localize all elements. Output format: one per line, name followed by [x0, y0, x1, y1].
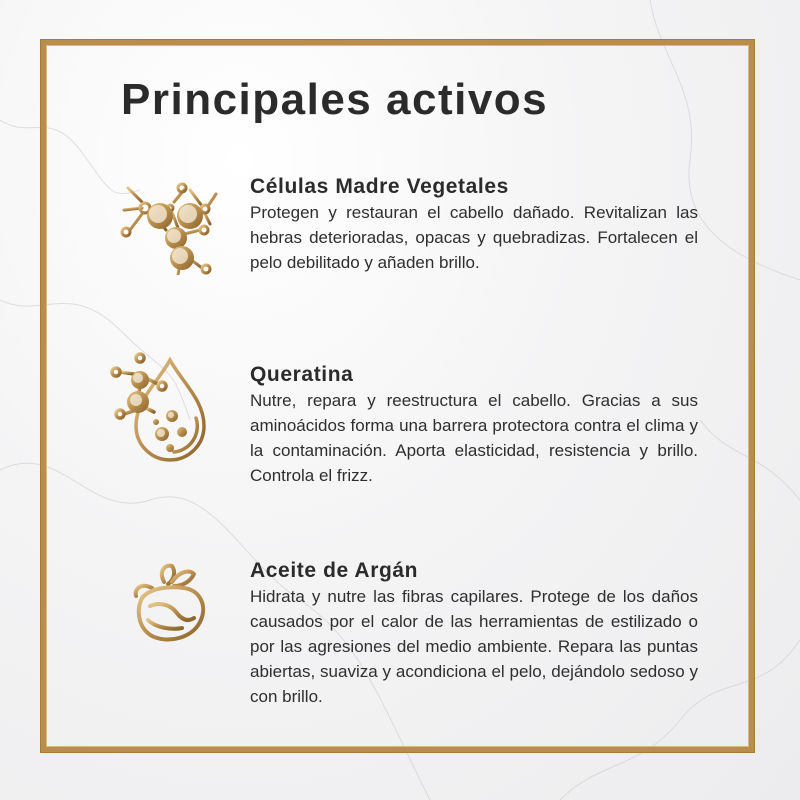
section-celulas-madre: [250, 174, 698, 275]
molecule-icon: [118, 180, 222, 275]
section-body: Hidrata y nutre las fibras capilares. Protege de los daños causados por el calor de las herramientas de estilizado o por las agresiones del medio ambiente. Repara las puntas abiertas, suaviza y acondiciona el pelo, dejándolo sedoso y con brillo.: [250, 587, 698, 706]
page-title: Principales activos: [121, 75, 549, 124]
section-queratina: [250, 362, 698, 488]
section-heading: Aceite de Argán: [250, 559, 419, 582]
section-heading: Queratina: [250, 363, 354, 386]
section-body: Nutre, repara y reestructura el cabello. Gracias a sus aminoácidos forma una barrera protectora contra el clima y la contaminación. Aporta elasticidad, resistencia y brillo. Controla el frizz.: [250, 391, 698, 485]
section-aceite-argan: [250, 558, 698, 709]
drop-molecule-icon: [110, 352, 218, 468]
argan-nut-icon: [128, 562, 212, 644]
section-body: Protegen y restauran el cabello dañado. Revitalizan las hebras deterioradas, opacas y quebradizas. Fortalecen el pelo debilitado y añaden brillo.: [250, 203, 698, 272]
section-heading: Células Madre Vegetales: [250, 175, 509, 198]
